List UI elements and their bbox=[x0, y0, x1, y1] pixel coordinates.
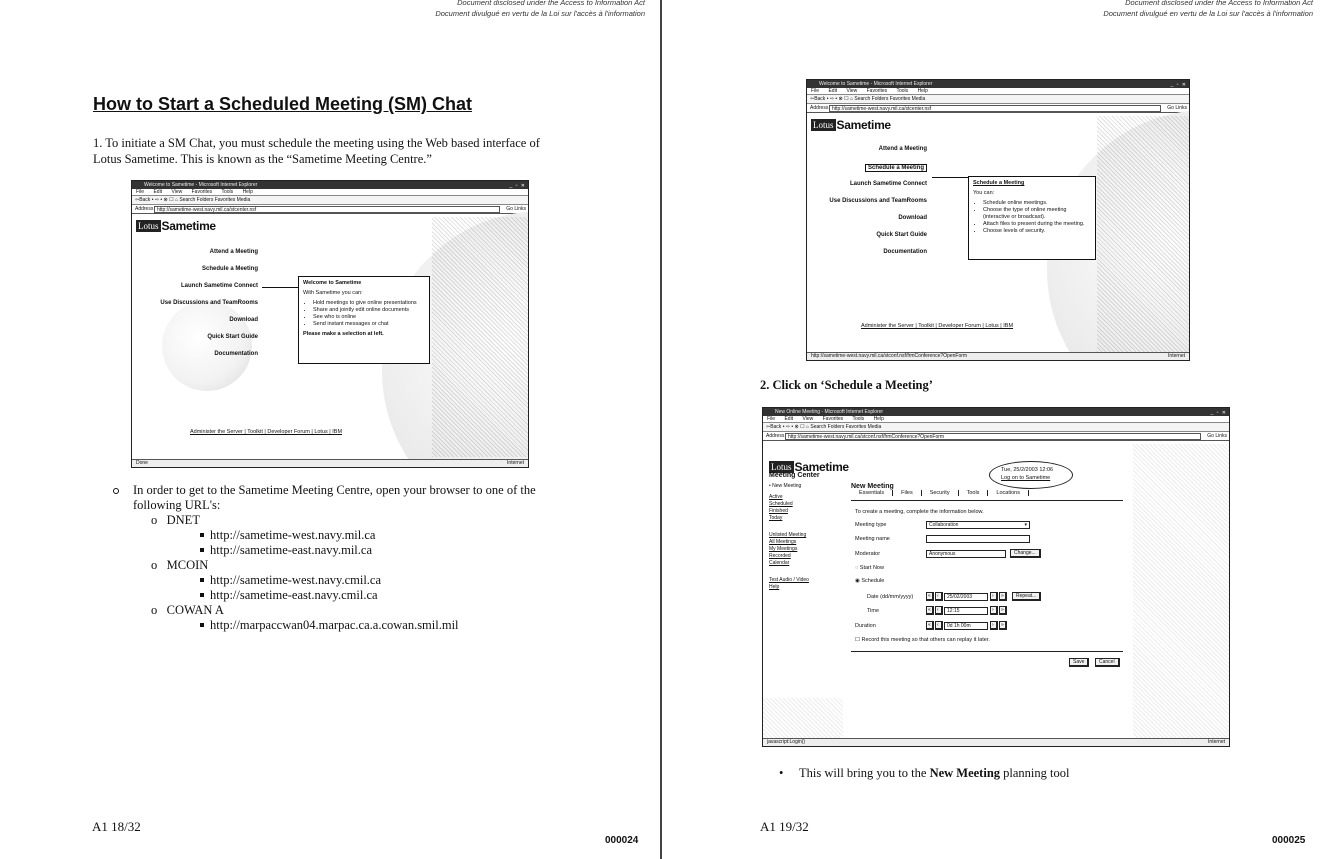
step-1-text: 1. To initiate a SM Chat, you must schedule the meeting using the Web based interface of Lotus Sametime. This is known as the “Sametime Meeting Centre.” bbox=[93, 136, 540, 166]
window-title-bar bbox=[132, 181, 528, 189]
browser-toolbar[interactable]: ⇦Back • ⇨ • ⊗ ☐ ⌂ Search Folders Favorites Media bbox=[807, 95, 1189, 104]
callout-line bbox=[932, 177, 968, 178]
window-title-bar bbox=[763, 408, 1229, 416]
popup-footer: Please make a selection at left. bbox=[303, 331, 384, 337]
sidebar-item-calendar[interactable]: Calendar bbox=[769, 560, 790, 566]
menu-view[interactable]: View bbox=[171, 189, 183, 195]
lotus-logo-box: Lotus bbox=[138, 221, 159, 231]
footer-links[interactable]: Administer the Server | Toolkit | Developer Forum | Lotus | IBM bbox=[190, 429, 343, 435]
address-bar bbox=[132, 205, 528, 214]
meeting-type-value: Collaboration bbox=[929, 522, 959, 528]
menu-bar bbox=[807, 88, 1189, 95]
bullet-intro-text: In order to get to the Sametime Meeting Centre, open your browser to one of the following URL's: bbox=[133, 483, 536, 512]
footer-links[interactable]: Administer the Server | Toolkit | Developer Forum | Lotus | IBM bbox=[861, 323, 1014, 329]
network-name: MCOIN bbox=[166, 558, 209, 572]
status-zone: Internet bbox=[1208, 739, 1225, 745]
duration-label: Duration bbox=[855, 623, 876, 629]
step-2-number: 2. bbox=[760, 378, 773, 392]
step-2-label: Click on ‘Schedule a Meeting’ bbox=[772, 378, 933, 392]
menu-view[interactable]: View bbox=[846, 88, 858, 94]
tab-files[interactable]: Files bbox=[893, 490, 922, 496]
menu-favorites[interactable]: Favorites bbox=[191, 189, 213, 195]
sidebar-item-unlisted[interactable]: Unlisted Meeting bbox=[769, 532, 807, 538]
schedule-option[interactable] bbox=[855, 578, 884, 584]
address-input[interactable]: http://sametime-west.navy.mil.ca/stcenter.nsf bbox=[829, 105, 1161, 112]
sametime-logo-text: Sametime bbox=[794, 460, 849, 474]
square-bullet-icon bbox=[200, 533, 204, 537]
document-number: 000024 bbox=[605, 835, 639, 846]
bullet-text-bold: New Meeting bbox=[929, 766, 1001, 780]
page-label: A1 19/32 bbox=[760, 819, 809, 834]
link-launch-connect[interactable]: Launch Sametime Connect bbox=[180, 283, 258, 289]
screenshot-new-meeting bbox=[762, 407, 1230, 747]
address-bar bbox=[807, 104, 1189, 113]
address-label: Address bbox=[810, 105, 829, 111]
date-label: Date (dd/mm/yyyy) bbox=[867, 594, 914, 600]
link-attend-meeting[interactable]: Attend a Meeting bbox=[209, 249, 258, 255]
network-item: o COWAN A bbox=[151, 603, 224, 617]
sidebar-item-help[interactable]: Help bbox=[769, 584, 780, 590]
duration-input[interactable]: 0d 1h 00m bbox=[944, 622, 988, 630]
date-forward-icon[interactable]: › bbox=[990, 592, 998, 601]
popup-item: • Hold meetings to give online presentations bbox=[313, 300, 425, 307]
link-documentation[interactable]: Documentation bbox=[883, 249, 927, 255]
meeting-tabs bbox=[851, 490, 1029, 496]
go-button[interactable]: Go Links bbox=[1167, 105, 1187, 111]
network-item: o DNET bbox=[151, 513, 200, 527]
meeting-type-select[interactable] bbox=[926, 521, 1030, 529]
address-input[interactable]: http://sametime-west.navy.mil.ca/stcenter.nsf bbox=[154, 206, 500, 213]
link-download[interactable]: Download bbox=[898, 215, 927, 221]
url-item bbox=[113, 543, 563, 558]
schedule-popup bbox=[968, 176, 1096, 260]
disclaimer-fr: Document divulgué en vertu de la Loi sur l'accès à l'information bbox=[435, 9, 645, 18]
time-input[interactable]: 12:15 bbox=[944, 607, 988, 615]
meeting-center-sidebar bbox=[769, 483, 809, 591]
window-controls[interactable]: _ ▫ ✕ bbox=[1170, 82, 1187, 88]
status-bar bbox=[132, 459, 528, 467]
popup-list bbox=[983, 200, 1091, 235]
background-texture bbox=[1097, 116, 1190, 352]
disclaimer bbox=[435, 0, 645, 19]
popup-item: • Attach files to present during the meeting. bbox=[983, 221, 1091, 228]
sidebar-item-scheduled[interactable]: Scheduled bbox=[769, 501, 793, 507]
start-now-label: Start Now bbox=[859, 565, 884, 571]
disclaimer-en: Document disclosed under the Access to Information Act bbox=[1125, 0, 1313, 7]
time-prev-icon[interactable]: « bbox=[926, 606, 934, 615]
url-text: http://sametime-west.navy.mil.ca bbox=[210, 528, 376, 542]
document-title: How to Start a Scheduled Meeting (SM) Chat bbox=[93, 94, 473, 114]
dropdown-arrow-icon: ▾ bbox=[1024, 522, 1027, 528]
datetime-text: Tue, 25/2/2003 12:06 bbox=[1001, 467, 1054, 473]
sidebar-item-recorded[interactable]: Recorded bbox=[769, 553, 791, 559]
list-item bbox=[113, 483, 563, 513]
logon-link[interactable]: Log on to Sametime bbox=[1001, 475, 1051, 481]
checkbox-icon: ☐ bbox=[855, 637, 862, 643]
menu-file[interactable]: File bbox=[136, 189, 145, 195]
address-label: Address bbox=[135, 206, 154, 212]
lotus-sametime-logo bbox=[136, 219, 216, 233]
menu-edit[interactable]: Edit bbox=[784, 416, 794, 422]
save-button[interactable]: Save bbox=[1069, 658, 1089, 667]
menu-tools[interactable]: Tools bbox=[896, 88, 909, 94]
meeting-name-label: Meeting name bbox=[855, 536, 890, 542]
url-item bbox=[113, 588, 563, 603]
menu-help[interactable]: Help bbox=[242, 189, 253, 195]
record-label: Record this meeting so that others can replay it later. bbox=[861, 637, 990, 643]
menu-tools[interactable]: Tools bbox=[852, 416, 865, 422]
status-bar bbox=[763, 738, 1229, 746]
browser-toolbar[interactable]: ⇦Back • ⇨ • ⊗ ☐ ⌂ Search Folders Favorites Media bbox=[763, 423, 1229, 432]
window-title: New Online Meeting - Microsoft Internet Explorer bbox=[775, 409, 884, 415]
popup-list bbox=[313, 300, 425, 328]
popup-intro: With Sametime you can: bbox=[303, 290, 363, 296]
duration-forward-icon[interactable]: › bbox=[990, 621, 998, 630]
popup-intro: You can: bbox=[973, 190, 995, 196]
menu-view[interactable]: View bbox=[802, 416, 814, 422]
time-next-icon[interactable]: » bbox=[999, 606, 1007, 615]
menu-help[interactable]: Help bbox=[873, 416, 884, 422]
menu-bar bbox=[132, 189, 528, 196]
menu-file[interactable]: File bbox=[811, 88, 820, 94]
status-bar bbox=[807, 352, 1189, 360]
address-label: Address bbox=[766, 433, 785, 439]
duration-prev-icon[interactable]: « bbox=[926, 621, 934, 630]
sidebar-item-test-audio-video[interactable]: Test Audio / Video bbox=[769, 577, 809, 583]
meeting-name-input[interactable] bbox=[926, 535, 1030, 543]
screenshot-welcome bbox=[131, 180, 529, 468]
globe-graphic bbox=[162, 301, 252, 391]
moderator-field[interactable]: Anonymous bbox=[926, 550, 1006, 558]
menu-file[interactable]: File bbox=[767, 416, 776, 422]
popup-item: • Share and jointly edit online documents bbox=[313, 307, 425, 314]
screenshot-schedule bbox=[806, 79, 1190, 361]
status-zone: Internet bbox=[1168, 353, 1185, 359]
status-text: http://sametime-west.navy.mil.ca/stconf.nsf/frmConference?OpenForm bbox=[811, 353, 968, 359]
link-download[interactable]: Download bbox=[229, 317, 258, 323]
url-text: http://sametime-east.navy.cmil.ca bbox=[210, 588, 378, 602]
tab-security[interactable]: Security bbox=[922, 490, 959, 496]
moderator-label: Moderator bbox=[855, 551, 881, 557]
tab-essentials[interactable]: Essentials bbox=[851, 490, 893, 496]
lotus-logo-box: Lotus bbox=[771, 462, 792, 472]
popup-item: • Choose the type of online meeting (interactive or broadcast). bbox=[983, 207, 1091, 221]
popup-title: Welcome to Sametime bbox=[303, 280, 362, 286]
url-list bbox=[113, 483, 563, 633]
menu-favorites[interactable]: Favorites bbox=[866, 88, 888, 94]
sidebar-item-today[interactable]: Today bbox=[769, 515, 783, 521]
menu-bar bbox=[763, 416, 1229, 423]
url-text: http://sametime-west.navy.cmil.ca bbox=[210, 573, 382, 587]
form-intro: To create a meeting, complete the information below. bbox=[855, 509, 984, 515]
sidebar-item-active[interactable]: Active bbox=[769, 494, 783, 500]
status-zone: Internet bbox=[507, 460, 524, 466]
popup-item: • Schedule online meetings. bbox=[983, 200, 1091, 207]
sidebar-item-all-meetings[interactable]: All Meetings bbox=[769, 539, 797, 545]
repeat-button[interactable]: Repeat... bbox=[1012, 592, 1041, 601]
network-name: COWAN A bbox=[166, 603, 224, 617]
bullet-icon bbox=[113, 488, 119, 494]
record-option[interactable] bbox=[855, 637, 990, 643]
tab-tools[interactable]: Tools bbox=[959, 490, 989, 496]
change-button[interactable]: Change... bbox=[1010, 549, 1041, 558]
url-text: http://sametime-east.navy.mil.ca bbox=[210, 543, 372, 557]
disclaimer-fr: Document divulgué en vertu de la Loi sur l'accès à l'information bbox=[1103, 9, 1313, 18]
background-texture bbox=[763, 698, 843, 738]
lotus-sametime-logo bbox=[811, 118, 891, 132]
sidebar-item-finished[interactable]: Finished bbox=[769, 508, 788, 514]
go-button[interactable]: Go Links bbox=[506, 206, 526, 212]
square-bullet-icon bbox=[200, 578, 204, 582]
link-quick-start[interactable]: Quick Start Guide bbox=[207, 334, 258, 340]
address-input[interactable]: http://sametime-west.navy.mil.ca/stconf.nsf/frmConference?OpenForm bbox=[785, 433, 1201, 440]
time-label: Time bbox=[867, 608, 880, 614]
url-item bbox=[113, 528, 563, 543]
sidebar-item-new-meeting[interactable]: • New Meeting bbox=[769, 483, 802, 489]
browser-toolbar[interactable]: ⇦Back • ⇨ • ⊗ ☐ ⌂ Search Folders Favorites Media bbox=[132, 196, 528, 205]
status-text: Done bbox=[136, 460, 148, 466]
url-item bbox=[113, 573, 563, 588]
date-back-icon[interactable]: ‹ bbox=[935, 592, 943, 601]
sametime-logo-text: Sametime bbox=[836, 118, 891, 132]
url-item bbox=[113, 618, 563, 633]
link-launch-connect[interactable]: Launch Sametime Connect bbox=[849, 181, 927, 187]
disclaimer-en: Document disclosed under the Access to Information Act bbox=[457, 0, 645, 7]
document-number: 000025 bbox=[1272, 835, 1306, 846]
square-bullet-icon bbox=[200, 623, 204, 627]
schedule-label: Schedule bbox=[861, 578, 885, 584]
network-item: o MCOIN bbox=[151, 558, 209, 572]
page-label: A1 18/32 bbox=[92, 819, 141, 834]
menu-help[interactable]: Help bbox=[917, 88, 928, 94]
background-texture bbox=[432, 217, 528, 457]
address-bar bbox=[763, 432, 1229, 441]
background-texture bbox=[1133, 444, 1230, 738]
date-input[interactable]: 25/02/2003 bbox=[944, 593, 988, 601]
radio-checked-icon: ◉ bbox=[855, 578, 862, 584]
cancel-button[interactable]: Cancel bbox=[1095, 658, 1120, 667]
duration-back-icon[interactable]: ‹ bbox=[935, 621, 943, 630]
link-quick-start[interactable]: Quick Start Guide bbox=[876, 232, 927, 238]
link-discussions-teamrooms[interactable]: Use Discussions and TeamRooms bbox=[160, 300, 258, 306]
menu-tools[interactable]: Tools bbox=[221, 189, 234, 195]
welcome-popup bbox=[298, 276, 430, 364]
duration-next-icon[interactable]: » bbox=[999, 621, 1007, 630]
date-next-icon[interactable]: » bbox=[999, 592, 1007, 601]
link-schedule-meeting[interactable]: Schedule a Meeting bbox=[865, 164, 927, 172]
time-forward-icon[interactable]: › bbox=[990, 606, 998, 615]
tab-underline bbox=[851, 500, 1123, 501]
radio-unchecked-icon: ◌ bbox=[855, 565, 860, 571]
bullet-text-prefix: This will bring you to the bbox=[799, 766, 930, 780]
window-title: Welcome to Sametime - Microsoft Internet Explorer bbox=[819, 81, 933, 87]
popup-item: • See who is online bbox=[313, 314, 425, 321]
meeting-center-label: Meeting Center bbox=[769, 472, 820, 479]
window-title: Welcome to Sametime - Microsoft Internet Explorer bbox=[144, 182, 258, 188]
go-button[interactable]: Go Links bbox=[1207, 433, 1227, 439]
popup-title: Schedule a Meeting bbox=[973, 180, 1025, 186]
status-text: javascript:Login() bbox=[767, 739, 806, 745]
popup-item: • Choose levels of security. bbox=[983, 228, 1091, 235]
disclaimer bbox=[1103, 0, 1313, 19]
callout-line bbox=[262, 287, 298, 288]
window-controls[interactable]: _ ▫ ✕ bbox=[1210, 410, 1227, 416]
form-divider bbox=[851, 651, 1123, 652]
window-title-bar bbox=[807, 80, 1189, 88]
popup-item: • Send instant messages or chat bbox=[313, 321, 425, 328]
step-2-text bbox=[760, 377, 933, 393]
start-now-option[interactable] bbox=[855, 565, 884, 571]
square-bullet-icon bbox=[200, 593, 204, 597]
link-attend-meeting[interactable]: Attend a Meeting bbox=[878, 146, 927, 152]
bullet-text-suffix: planning tool bbox=[1000, 766, 1070, 780]
bullet-new-meeting bbox=[779, 765, 1069, 781]
lotus-logo-box: Lotus bbox=[813, 120, 834, 130]
time-back-icon[interactable]: ‹ bbox=[935, 606, 943, 615]
date-prev-icon[interactable]: « bbox=[926, 592, 934, 601]
network-name: DNET bbox=[166, 513, 200, 527]
new-meeting-heading: New Meeting bbox=[851, 483, 894, 490]
window-controls[interactable]: _ ▫ ✕ bbox=[509, 183, 526, 189]
tab-locations[interactable]: Locations bbox=[988, 490, 1029, 496]
menu-edit[interactable]: Edit bbox=[153, 189, 163, 195]
link-schedule-meeting[interactable]: Schedule a Meeting bbox=[201, 266, 258, 272]
bullet-dot-icon: • bbox=[779, 766, 784, 780]
link-documentation[interactable]: Documentation bbox=[214, 351, 258, 357]
right-page bbox=[662, 0, 1321, 859]
square-bullet-icon bbox=[200, 548, 204, 552]
url-text: http://marpaccwan04.marpac.ca.a.cowan.smil.mil bbox=[210, 618, 459, 632]
sametime-logo-text: Sametime bbox=[161, 219, 216, 233]
meeting-type-label: Meeting type bbox=[855, 522, 887, 528]
menu-edit[interactable]: Edit bbox=[828, 88, 838, 94]
link-discussions-teamrooms[interactable]: Use Discussions and TeamRooms bbox=[829, 198, 927, 204]
sidebar-item-my-meetings[interactable]: My Meetings bbox=[769, 546, 798, 552]
menu-favorites[interactable]: Favorites bbox=[822, 416, 844, 422]
